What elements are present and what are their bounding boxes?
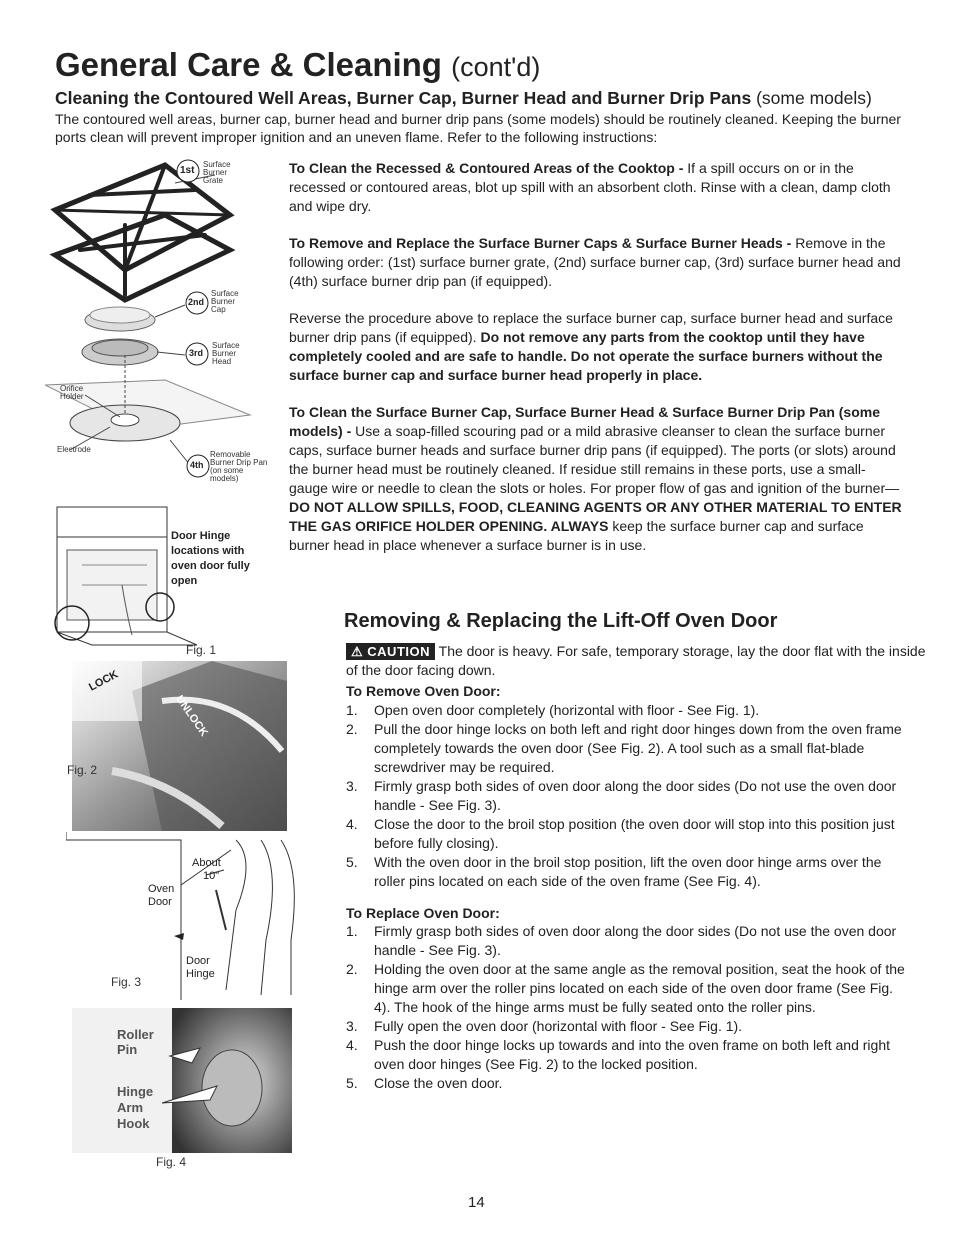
paragraph-clean-cap: To Clean the Surface Burner Cap, Surface Burner Head & Surface Burner Drip Pan (some models) - Use a soap-filled scouring pad or a mild abrasive cleanser to clean the surface burner caps, surface burner heads and surface burner drip pans (if equipped). The ports (or slots) around the burner head must be routinely cleaned. If residue still remains in these ports, use a small-gauge wire or needle to clean the slots or holes. For proper flow of gas and ignition of the burner—DO NOT ALLOW SPILLS, FOOD, CLEANING AGENTS OR ANY OTHER MATERIAL TO ENTER THE GAS ORIFICE HOLDER OPENING. ALWAYS keep the surface burner cap and surface burner head in place whenever a surface burner is in use. [289,404,902,553]
list-item: 1. Firmly grasp both sides of oven door along the door sides (Do not use the oven door handle - See Fig. 3). [346,923,897,958]
step-3rd: 3rd [189,348,204,358]
roller-pin-photo [72,1008,292,1153]
label-electrode: Electrode [57,445,91,454]
burner-exploded-diagram [45,155,275,495]
measure-label: 10" [203,870,220,882]
oven-door-section-title: Removing & Replacing the Lift-Off Oven Door [344,610,778,632]
label-orifice-holder: Orifice Holder [60,384,84,401]
list-item: 2. Pull the door hinge locks on both left and right door hinges down from the oven frame completely towards the oven door (See Fig. 2). A tool such as a small flat-blade screwdriver may be required. [346,721,902,775]
lock-arrow-label: LOCK [87,668,121,694]
step-1st: 1st [180,165,195,176]
label-burner-cap: Surface Burner Cap [211,289,239,314]
list-item: 5. With the oven door in the broil stop position, lift the oven door hinge arms over the roller pins located on each side of the oven frame (See Fig. 4). [346,854,882,889]
list-item: 5. Close the oven door. [346,1075,503,1091]
list-item: 3. Fully open the oven door (horizontal with floor - See Fig. 1). [346,1018,743,1034]
paragraph-clean-recessed: To Clean the Recessed & Contoured Areas of the Cooktop - If a spill occurs on or in the recessed or contoured areas, blot up spill with an absorbent cloth. Rinse with a clean, damp cloth and wipe dry. [289,160,891,214]
page-title: General Care & Cleaning (cont'd) [55,46,541,83]
remove-door-heading: To Remove Oven Door: [346,683,501,699]
paragraph-reverse: Reverse the procedure above to replace the surface burner cap, surface burner head and surface burner drip pans (if equipped). Do not remove any parts from the cooktop until they have completely cooled and are safe to handle. Do not operate the surface burners without the surface burner cap and surface burner head properly in place. [289,310,893,383]
remove-door-steps [346,701,906,891]
label-drip-pan: Removable Burner Drip Pan (on some models) [210,450,268,483]
about-label: About [192,857,221,869]
cleaning-instructions [289,159,904,573]
caution-badge: ⚠ CAUTION [346,643,435,660]
fig3-caption: Fig. 3 [111,975,142,989]
unlock-arrow-label: UNLOCK [173,693,210,739]
label-burner-grate: Surface Burner Grate [203,160,231,185]
section-note: (some models) [756,88,872,108]
label-burner-head: Surface Burner Head [212,341,240,366]
replace-door-steps [346,922,906,1093]
list-item: 4. Push the door hinge locks up towards and into the oven frame on both left and right oven door hinges (See Fig. 2) to the locked position. [346,1037,890,1072]
roller-pin-label: Roller Pin [117,1027,154,1057]
caution-notice: ⚠ CAUTION The door is heavy. For safe, temporary storage, lay the door flat with the inside of the door facing down. [346,643,926,678]
list-item: 3. Firmly grasp both sides of oven door along the door sides (Do not use the oven door handle - See Fig. 3). [346,778,897,813]
fig4-caption: Fig. 4 [156,1155,187,1169]
hinge-locations-label: Door Hinge locations with oven door fully open [171,530,250,587]
list-item: 2. Holding the oven door at the same angle as the removal position, seat the hook of the hinge arm over the roller pins located on each side of the oven door frame (See Fig. 4). The hook of the hinge arms must be fully seated onto the roller pins. [346,961,905,1015]
step-2nd: 2nd [188,297,205,307]
door-hinge-label: Door Hinge [186,955,215,980]
intro-text: The contoured well areas, burner cap, burner head and burner drip pans (some models) should be routinely cleaned. Keeping the burner ports clean will prevent improper ignition and an uneven flame. Refer to the following instructions: [55,111,901,145]
fig1-caption: Fig. 1 [186,643,217,657]
page-title-suffix: (cont'd) [451,52,541,82]
step-4th: 4th [190,460,204,470]
list-item: 1. Open oven door completely (horizontal with floor - See Fig. 1). [346,702,760,718]
fig2-caption: Fig. 2 [67,763,98,777]
hinge-arm-hook-label: Hinge Arm Hook [117,1084,154,1131]
oven-door-label: Oven Door [148,883,175,908]
paragraph-remove-replace: To Remove and Replace the Surface Burner Caps & Surface Burner Heads - Remove in the following order: (1st) surface burner grate, (2nd) surface burner cap, (3rd) surface burner head and (4th) surface burner drip pan (if equipped). [289,235,901,289]
list-item: 4. Close the door to the broil stop position (the oven door will stop into this position just before fully closing). [346,816,895,851]
page-number: 14 [468,1194,485,1211]
replace-door-heading: To Replace Oven Door: [346,905,500,921]
section-title: Cleaning the Contoured Well Areas, Burner Cap, Burner Head and Burner Drip Pans (some models) [55,88,872,108]
